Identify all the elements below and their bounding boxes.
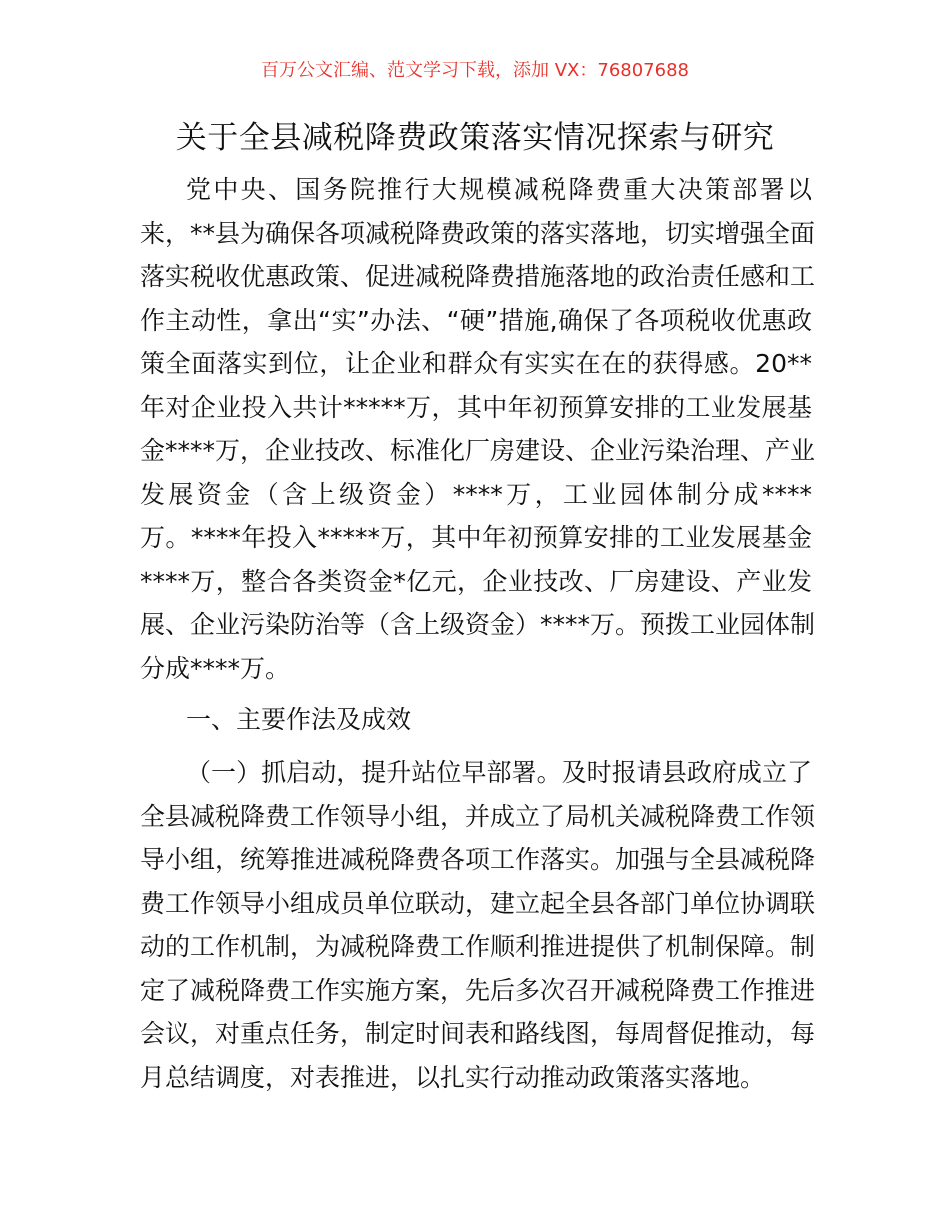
text-line: 金****万，企业技改、标准化厂房建设、企业污染治理、产业 [140, 436, 816, 465]
text-line: 年对企业投入共计*****万，其中年初预算安排的工业发展基 [140, 392, 812, 422]
text-line: 全县减税降费工作领导小组，并成立了局机关减税降费工作领 [140, 801, 816, 831]
text-line: 落实税收优惠政策、促进减税降费措施落地的政治责任感和工 [140, 262, 816, 291]
text-line: ****万，整合各类资金*亿元，企业技改、厂房建设、产业发 [140, 566, 812, 596]
document-title: 关于全县减税降费政策落实情况探索与研究 [175, 120, 775, 156]
section-heading: 一、主要作法及成效 [186, 705, 412, 734]
text-line: 作主动性，拿出“实”办法、“硬”措施,确保了各项税收优惠政 [140, 305, 812, 335]
text-line: 展、企业污染防治等（含上级资金）****万。预拨工业园体制 [140, 610, 816, 639]
text-line: 定了减税降费工作实施方案，先后多次召开减税降费工作推进 [140, 975, 816, 1005]
text-line: （一）抓启动，提升站位早部署。及时报请县政府成立了 [186, 758, 812, 787]
text-line: 分成****万。 [140, 653, 291, 683]
text-line: 万。****年投入*****万，其中年初预算安排的工业发展基金 [140, 523, 812, 552]
watermark-header: 百万公文汇编、范文学习下载，添加 VX：76807688 [261, 60, 689, 81]
paragraph-intro [140, 168, 816, 690]
text-line: 发展资金（含上级资金）****万，工业园体制分成**** [140, 479, 812, 509]
text-line: 党中央、国务院推行大规模减税降费重大决策部署以 [186, 175, 812, 204]
text-line: 动的工作机制，为减税降费工作顺利推进提供了机制保障。制 [140, 932, 816, 961]
text-line: 来，**县为确保各项减税降费政策的落实落地，切实增强全面 [140, 218, 816, 248]
text-line: 策全面落实到位，让企业和群众有实实在在的获得感。20** [140, 349, 812, 378]
text-line: 会议，对重点任务，制定时间表和路线图，每周督促推动，每 [140, 1019, 816, 1048]
paragraph-section-1 [140, 751, 816, 1099]
text-line: 费工作领导小组成员单位联动，建立起全县各部门单位协调联 [140, 888, 816, 918]
text-line: 导小组，统筹推进减税降费各项工作落实。加强与全县减税降 [140, 845, 816, 874]
text-line: 月总结调度，对表推进，以扎实行动推动政策落实落地。 [140, 1062, 766, 1092]
